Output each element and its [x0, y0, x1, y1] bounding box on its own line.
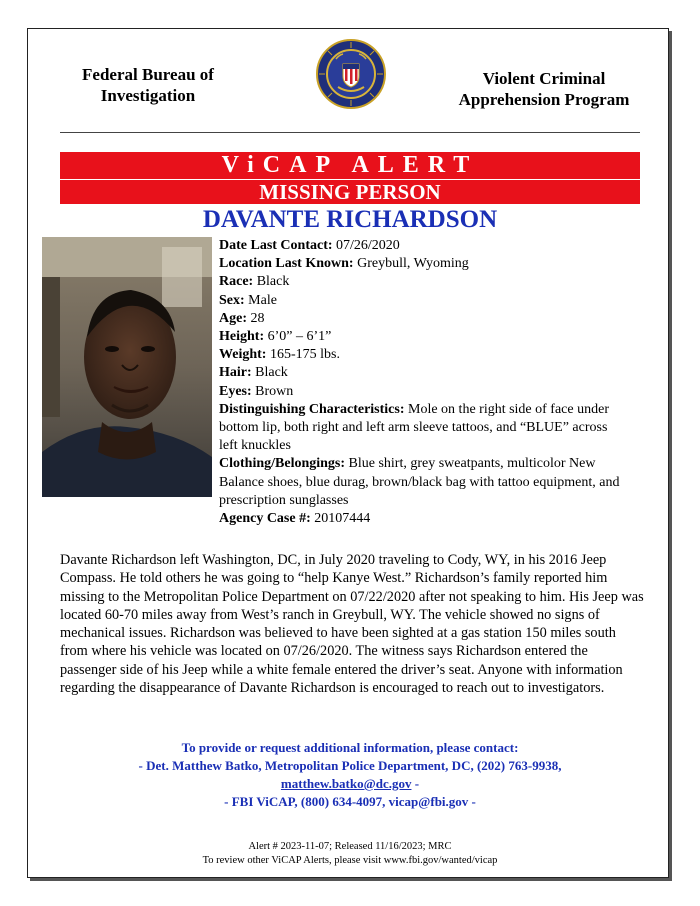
footer-alert-info: Alert # 2023-11-07; Released 11/16/2023; MRC — [248, 841, 452, 852]
program-name — [444, 68, 644, 110]
fact-label: Race: — [219, 274, 254, 290]
fact-value: Black — [256, 274, 290, 290]
fact-distinguishing-characteristics — [219, 401, 629, 456]
fact-value: Brown — [255, 383, 294, 399]
contact-fbi-line: - FBI ViCAP, (800) 634-4097, vicap@fbi.gov - — [224, 794, 476, 809]
fact-label: Date Last Contact: — [219, 238, 333, 253]
fact-label: Distinguishing Characteristics: — [219, 401, 405, 417]
agency-name-line2: Investigation — [100, 86, 196, 105]
footer-vicap-link: To review other ViCAP Alerts, please visit www.fbi.gov/wanted/vicap — [202, 855, 498, 866]
agency-name — [68, 64, 228, 106]
program-name-line2: Apprehension Program — [458, 90, 630, 109]
subject-photo — [42, 237, 212, 497]
fact-clothing-belongings — [219, 455, 629, 510]
contact-email-line — [60, 775, 640, 793]
footer — [60, 840, 640, 868]
fbi-seal-icon — [316, 39, 386, 109]
program-name-line1: Violent Criminal — [482, 69, 606, 88]
vicap-alert-banner: ViCAP ALERT — [60, 152, 640, 179]
contact-email-suffix: - — [411, 776, 420, 791]
header-divider — [60, 132, 640, 133]
fact-eyes — [219, 383, 629, 401]
case-narrative: Davante Richardson left Washington, DC, in July 2020 traveling to Cody, WY, in his 2016 Jeep Compass. He told others he was going to “help Kanye West.” Richardson’s family reported him missing to the Metropolitan Police Department on 07/22/2020 after not speaking to him. His Jeep was located 60-70 miles away from West’s ranch in Greybull, WY. The vehicle showed no signs of mechanical issues. Richardson was believed to have been sighted at a gas station 150 miles south from where his vehicle was located on 07/26/2020. The witness says Richardson entered the passenger side of his Jeep while a white female entered the driver’s seat. Anyone with information regarding the disappearance of Davante Richardson is encouraged to reach out to investigators. — [60, 552, 644, 697]
fact-date-last-contact — [219, 237, 629, 255]
fact-age — [219, 310, 629, 328]
fact-weight — [219, 346, 629, 364]
fact-location-last-known — [219, 255, 629, 273]
fact-hair — [219, 364, 629, 382]
fact-value: 6’0” – 6’1” — [267, 329, 332, 345]
fact-value: Mole on the right side of face under bottom lip, both right and left arm sleeve tattoos, and “BLUE” across left knuckles — [219, 401, 609, 454]
contact-detective-line: - Det. Matthew Batko, Metropolitan Police Department, DC, (202) 763-9938, — [138, 758, 562, 773]
fact-height — [219, 328, 629, 346]
fact-value: 165-175 lbs. — [269, 347, 340, 363]
fact-value: Black — [255, 365, 288, 381]
fact-label: Weight: — [219, 347, 267, 363]
fact-sex — [219, 292, 629, 310]
agency-name-line1: Federal Bureau of — [82, 65, 214, 84]
alert-page — [27, 28, 669, 878]
detective-email-link[interactable]: matthew.batko@dc.gov — [280, 776, 412, 791]
fact-label: Clothing/Belongings: — [219, 456, 346, 472]
fact-label: Height: — [219, 329, 265, 345]
fact-label: Agency Case #: — [219, 511, 311, 527]
contact-block — [60, 739, 640, 811]
fact-label: Sex: — [219, 292, 245, 308]
fact-label: Age: — [219, 310, 247, 326]
fact-value: Greybull, Wyoming — [357, 256, 469, 272]
fact-agency-case-number — [219, 510, 629, 528]
subject-facts — [219, 237, 629, 528]
fact-value: 07/26/2020 — [336, 238, 400, 253]
fact-value: Male — [248, 292, 277, 308]
fact-label: Hair: — [219, 365, 252, 381]
fact-race — [219, 273, 629, 291]
subject-name: DAVANTE RICHARDSON — [202, 206, 498, 233]
fact-value: 28 — [250, 310, 265, 326]
fact-label: Eyes: — [219, 383, 252, 399]
missing-person-banner: MISSING PERSON — [60, 180, 640, 204]
fact-value: Blue shirt, grey sweatpants, multicolor New Balance shoes, blue durag, brown/black bag with tattoo equipment, and prescription sunglasses — [219, 456, 620, 508]
contact-heading: To provide or request additional information, please contact: — [181, 740, 519, 755]
fact-label: Location Last Known: — [219, 256, 354, 272]
fact-value: 20107444 — [314, 511, 371, 527]
